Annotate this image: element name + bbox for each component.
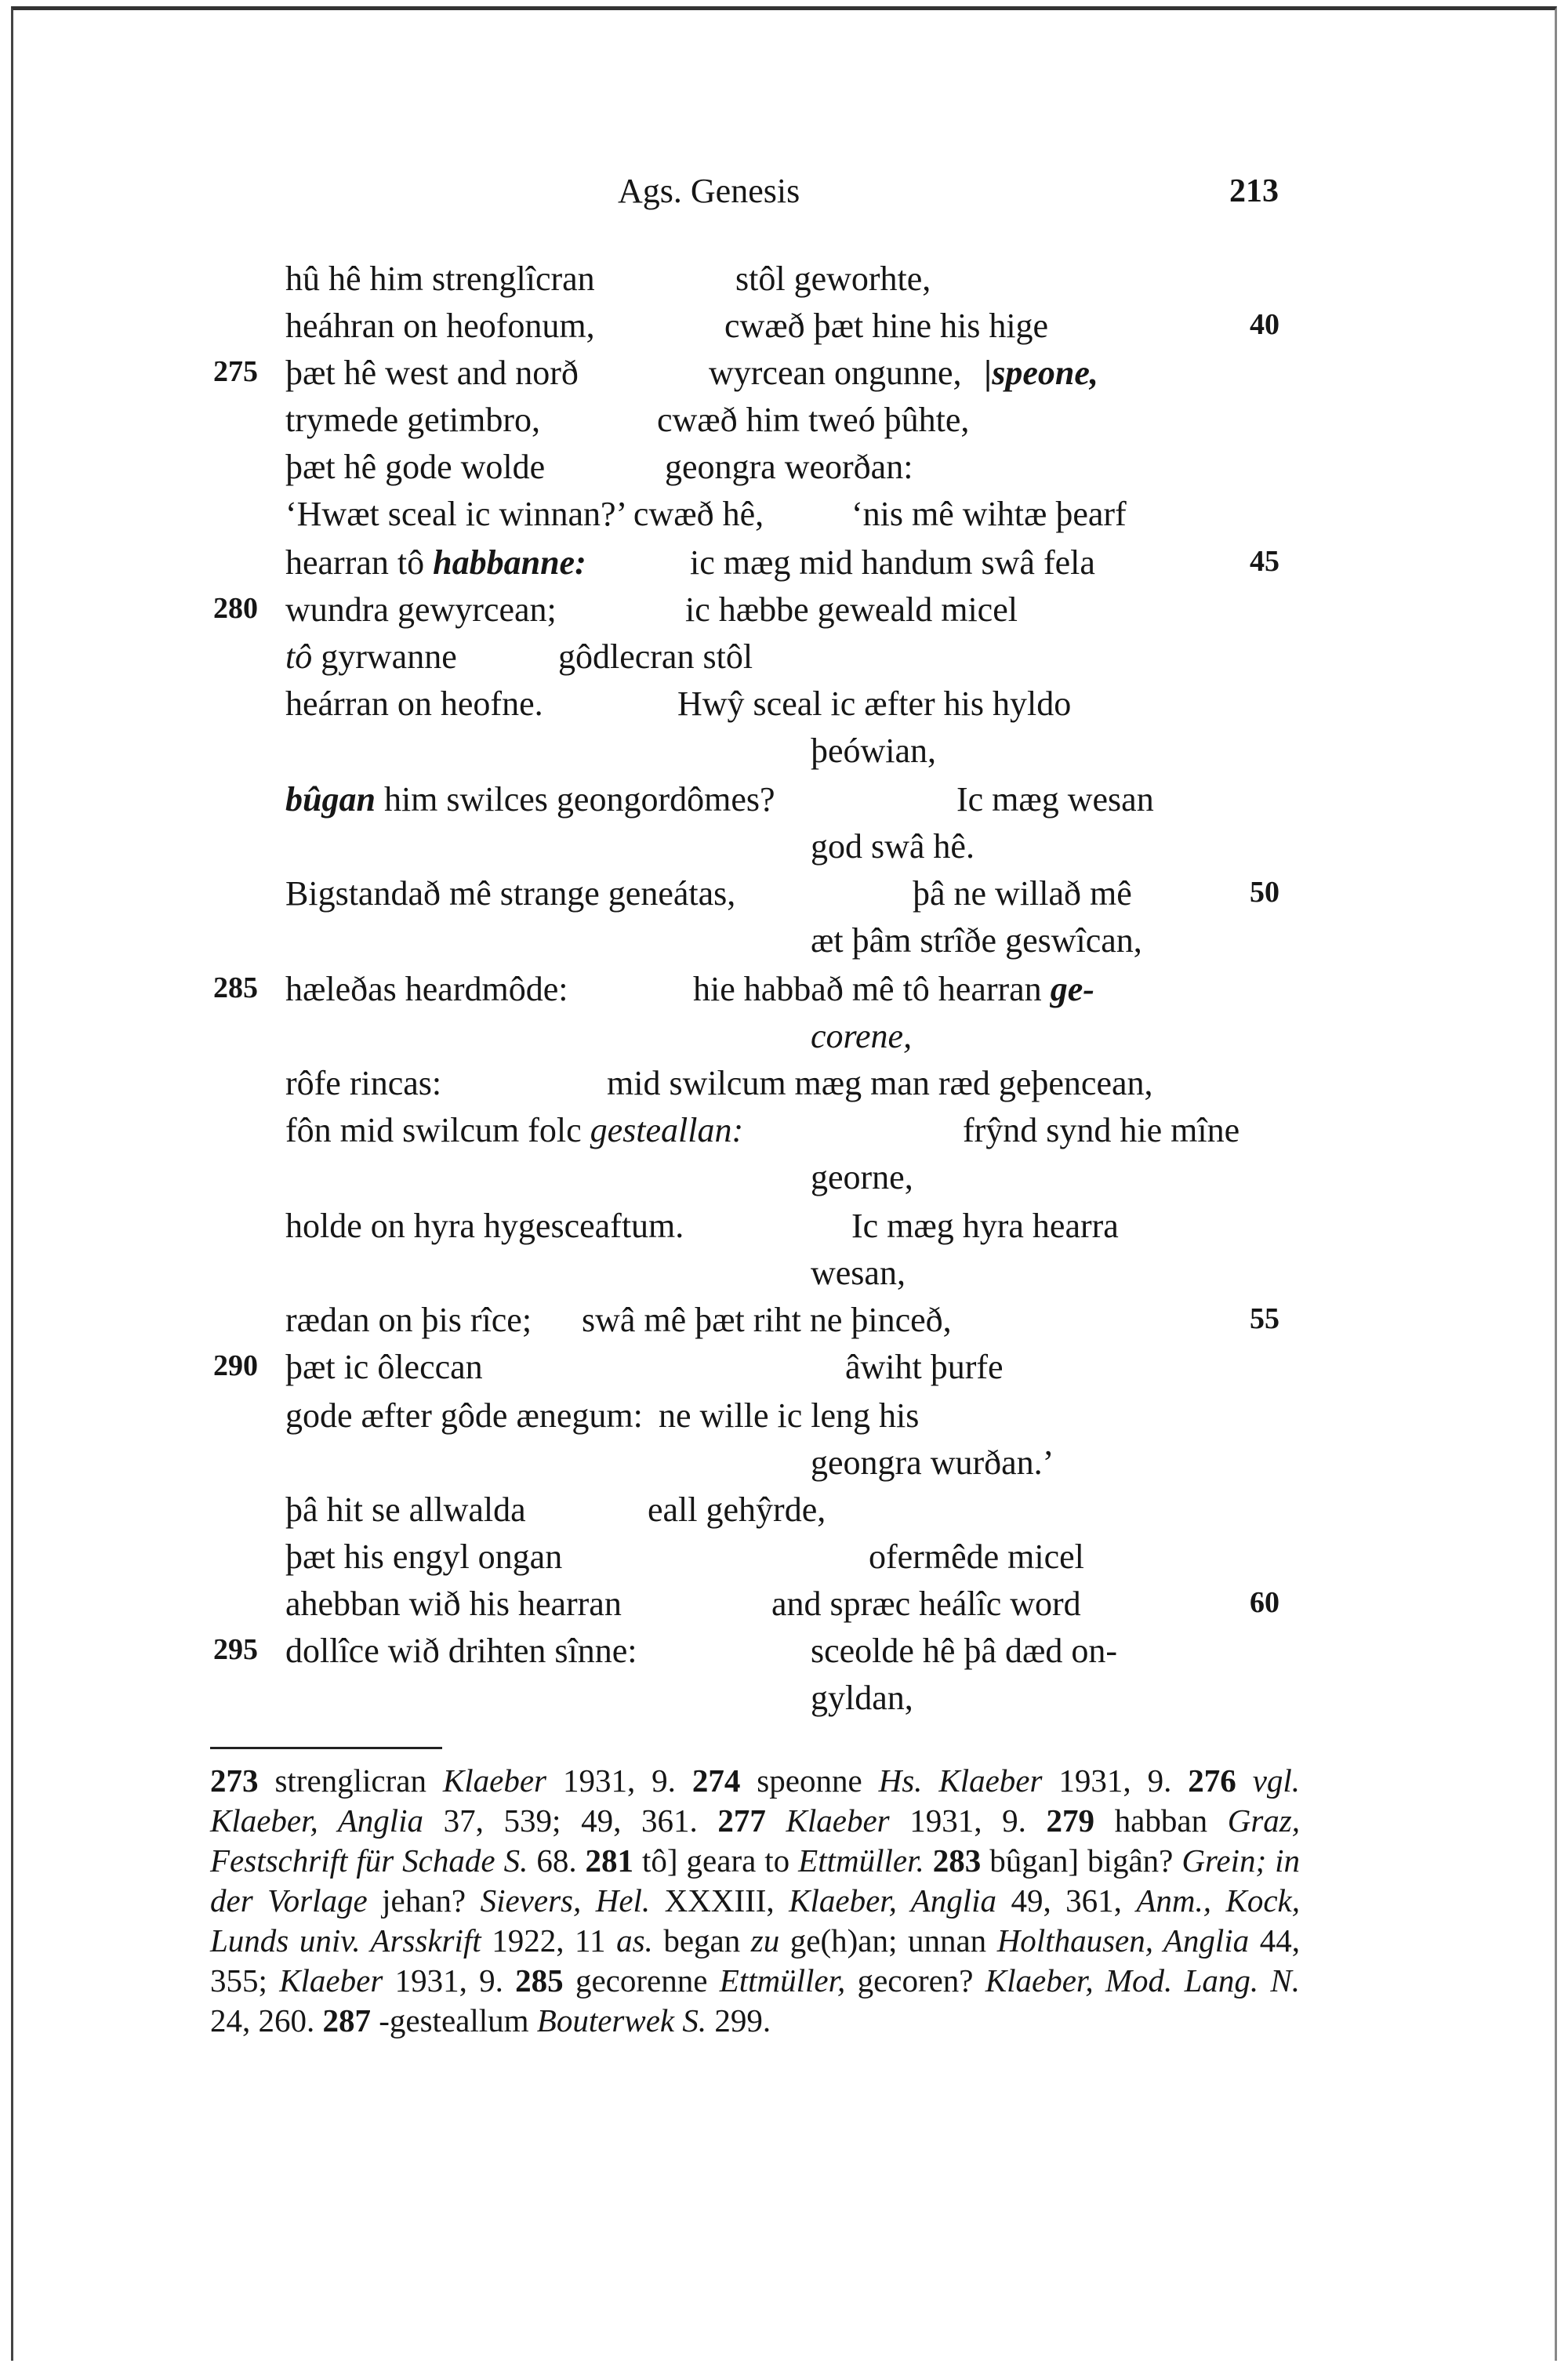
verse-line	[0, 1396, 1568, 1443]
verse-first-half: Bigstandað mê strange geneátas,	[285, 874, 736, 913]
verse-line	[0, 1631, 1568, 1678]
verse-second-half: ‘nis mê wihtæ þearf	[851, 495, 1127, 533]
verse-continuation: geongra wurðan.’	[811, 1443, 1054, 1482]
verse-line	[0, 873, 1568, 920]
verse-line	[0, 353, 1568, 400]
verse-line	[0, 400, 1568, 447]
verse-continuation: þeówian,	[811, 732, 937, 770]
right-line-number: 45	[1250, 545, 1279, 578]
verse-line	[0, 590, 1568, 637]
verse-first-half: ‘Hwæt sceal ic winnan?’ cwæð hê,	[285, 495, 764, 533]
verse-second-half: eall gehŷrde,	[648, 1490, 826, 1529]
verse-first-half: heáhran on heofonum,	[285, 307, 595, 345]
footnote-entry: 279 habban Graz, Festschrift für Schade S. 68.	[210, 1802, 1300, 1879]
verse-second-half: gôdlecran stôl	[558, 637, 753, 676]
verse-line	[0, 447, 1568, 494]
verse-line	[0, 1016, 1568, 1063]
verse-continuation: æt þâm strîðe geswîcan,	[811, 921, 1142, 960]
verse-second-half: cwæð him tweó þûhte,	[657, 401, 970, 439]
running-header: Ags. Genesis	[618, 172, 800, 210]
verse-second-half: cwæð þæt hine his hige	[724, 307, 1049, 345]
verse-first-half: þâ hit se allwalda	[285, 1490, 526, 1529]
footnotes	[210, 1761, 1300, 2041]
verse-first-half: heárran on heofne.	[285, 684, 543, 723]
verse-line	[0, 1063, 1568, 1110]
verse-second-half: mid swilcum mæg man ræd geþencean,	[607, 1064, 1153, 1102]
verse-continuation: wesan,	[811, 1254, 906, 1292]
verse-line	[0, 1253, 1568, 1300]
footnote-entry: 277 Klaeber 1931, 9.	[717, 1802, 1047, 1839]
right-line-number: 60	[1250, 1586, 1279, 1619]
verse-first-half: þæt ic ôleccan	[285, 1348, 483, 1386]
verse-first-half: þæt hê gode wolde	[285, 448, 546, 486]
verse-first-half: wundra gewyrcean;	[285, 590, 557, 629]
footnote-entry: 276 vgl. Klaeber, Anglia 37, 539; 49, 361.	[210, 1763, 1301, 1839]
verse-line	[0, 1537, 1568, 1584]
verse-line	[0, 543, 1568, 590]
verse-line	[0, 494, 1568, 541]
verse-line	[0, 920, 1568, 967]
verse-line	[0, 826, 1568, 873]
left-line-number: 290	[213, 1349, 258, 1382]
verse-first-half: þæt his engyl ongan	[285, 1537, 563, 1576]
verse-first-half: fôn mid swilcum folc gesteallan:	[285, 1111, 744, 1149]
verse-second-half: frŷnd synd hie mîne	[963, 1111, 1240, 1149]
verse-first-half: þæt hê west and norð	[285, 354, 579, 392]
footnote-entry: Klaeber 1931, 9.	[279, 1962, 516, 1999]
verse-line	[0, 1110, 1568, 1157]
verse-line	[0, 684, 1568, 731]
right-line-number: 40	[1250, 308, 1279, 341]
verse-second-half: ic mæg mid handum swâ fela	[690, 543, 1095, 582]
verse-second-half: þâ ne willað mê	[913, 874, 1132, 913]
verse-continuation: georne,	[811, 1158, 913, 1196]
verse-first-half: dollîce wið drihten sînne:	[285, 1632, 637, 1670]
verse-line	[0, 259, 1568, 306]
verse-first-half: hû hê him strenglîcran	[285, 260, 595, 298]
verse-second-half: wyrcean ongunne, |speone,	[709, 354, 1098, 392]
verse-line	[0, 1678, 1568, 1725]
left-line-number: 285	[213, 971, 258, 1004]
footnote-entry: Klaeber, Mod. Lang. N. 24, 260.	[210, 1962, 1301, 2038]
footnote-entry: 287 -gesteallum Bouterwek S. 299.	[322, 2002, 771, 2038]
verse-first-half: hæleðas heardmôde:	[285, 970, 568, 1008]
verse-line	[0, 969, 1568, 1016]
verse-line	[0, 306, 1568, 353]
verse-line	[0, 731, 1568, 778]
verse-continuation: gyldan,	[811, 1679, 913, 1717]
verse-second-half: Hwŷ sceal ic æfter his hyldo	[677, 684, 1072, 723]
footnote-entry: Anm., Kock, Lunds univ. Arsskrift 1922, 11	[210, 1882, 1301, 1959]
verse-first-half: hearran tô habbanne:	[285, 543, 586, 582]
verse-second-half: ne wille ic leng his	[659, 1396, 920, 1435]
footnote-entry: 283 bûgan] bigân? Grein; in der Vorlage jehan?	[210, 1842, 1300, 1919]
verse-line	[0, 1347, 1568, 1394]
verse-second-half: swâ mê þæt riht ne þinceð,	[582, 1301, 952, 1339]
verse-continuation: god swâ hê.	[811, 827, 975, 866]
verse-first-half: bûgan him swilces geongordômes?	[285, 780, 775, 819]
verse-second-half: Ic mæg wesan	[956, 780, 1154, 819]
footnote-entry: Sievers, Hel. XXXIII,	[480, 1882, 789, 1919]
verse-second-half: ofermêde micel	[869, 1537, 1084, 1576]
verse-first-half: ahebban wið his hearran	[285, 1585, 622, 1623]
verse-line	[0, 1157, 1568, 1204]
verse-first-half: rædan on þis rîce;	[285, 1301, 532, 1339]
verse-continuation: corene,	[811, 1017, 913, 1055]
verse-first-half: holde on hyra hygesceaftum.	[285, 1207, 684, 1245]
verse-line	[0, 1443, 1568, 1490]
footnote-entry: 281 tô] geara to Ettmüller.	[585, 1842, 933, 1879]
footnote-entry: 274 speonne Hs. Klaeber 1931, 9.	[691, 1763, 1189, 1799]
footnote-entry: zu ge(h)an; unnan	[750, 1922, 997, 1959]
verse-second-half: ic hæbbe geweald micel	[685, 590, 1018, 629]
footnote-entry: Holthausen, Anglia 44, 355;	[210, 1922, 1300, 1999]
verse-second-half: hie habbað mê tô hearran ge-	[693, 970, 1094, 1008]
verse-first-half: rôfe rincas:	[285, 1064, 442, 1102]
verse-line	[0, 1300, 1568, 1347]
verse-second-half: âwiht þurfe	[845, 1348, 1004, 1386]
footnote-entry: 285 gecorenne Ettmüller, gecoren?	[515, 1962, 985, 1999]
right-line-number: 55	[1250, 1302, 1279, 1335]
verse-line	[0, 779, 1568, 826]
verse-line	[0, 1584, 1568, 1631]
right-line-number: 50	[1250, 876, 1279, 909]
footnote-entry: as. began	[616, 1922, 751, 1959]
verse-first-half: gode æfter gôde ænegum:	[285, 1396, 643, 1435]
verse-second-half: Ic mæg hyra hearra	[851, 1207, 1119, 1245]
left-line-number: 280	[213, 592, 258, 625]
verse-line	[0, 1206, 1568, 1253]
verse-second-half: stôl geworhte,	[735, 260, 931, 298]
verse-second-half: and spræc heálîc word	[771, 1585, 1081, 1623]
left-line-number: 275	[213, 355, 258, 388]
verse-second-half: geongra weorðan:	[665, 448, 913, 486]
verse-first-half: tô gyrwanne	[285, 637, 457, 676]
footnote-rule	[210, 1747, 442, 1749]
footnote-entry: Klaeber, Anglia 49, 361,	[789, 1882, 1137, 1919]
verse-second-half: sceolde hê þâ dæd on-	[811, 1632, 1117, 1670]
verse-line	[0, 1490, 1568, 1537]
page-number: 213	[1229, 173, 1279, 209]
left-line-number: 295	[213, 1633, 258, 1666]
verse-line	[0, 637, 1568, 684]
footnote-entry: 273 strenglicran Klaeber 1931, 9.	[210, 1763, 692, 1799]
verse-first-half: trymede getimbro,	[285, 401, 541, 439]
